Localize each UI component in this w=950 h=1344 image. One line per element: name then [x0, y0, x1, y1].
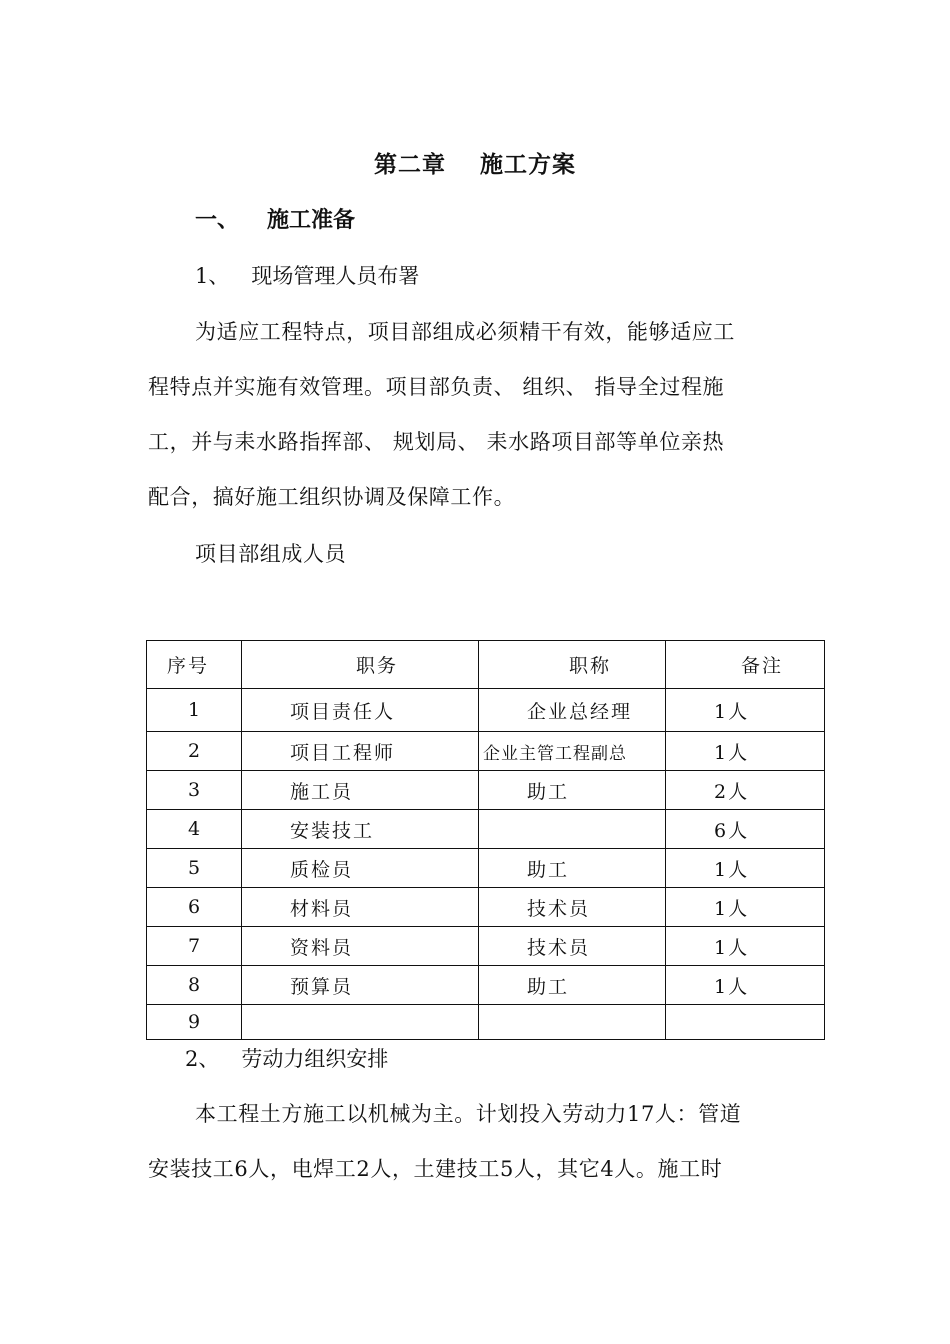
- subsection-title: 现场管理人员布署: [251, 264, 420, 288]
- header-note: 备注: [666, 641, 825, 689]
- table-row: [147, 771, 825, 810]
- paragraph-line: 程特点并实施有效管理。项目部负责、 组织、 指导全过程施: [148, 375, 725, 399]
- cell-title: [479, 810, 666, 849]
- table-row: [147, 1005, 825, 1040]
- paragraph-line: [195, 1098, 741, 1128]
- paragraph-line: 工，并与耒水路指挥部、 规划局、 耒水路项目部等单位亲热: [148, 430, 725, 454]
- number-run: 6: [234, 1157, 249, 1181]
- paragraph-line: 配合，搞好施工组织协调及保障工作。: [148, 485, 516, 509]
- cell-seq: 1: [147, 689, 242, 732]
- subsection-heading-2: [185, 1043, 388, 1073]
- section-heading: [195, 203, 355, 234]
- cell-title: 助工: [479, 849, 666, 888]
- cell-note: [666, 1005, 825, 1040]
- table-caption: 项目部组成人员: [195, 542, 347, 566]
- table-row: [147, 689, 825, 732]
- cell-note: 1人: [666, 888, 825, 927]
- chapter-number: 第二章: [374, 152, 446, 178]
- cell-role: 质检员: [242, 849, 479, 888]
- number-run: 2: [356, 1157, 371, 1181]
- paragraph-line: 为适应工程特点，项目部组成必须精干有效，能够适应工: [195, 320, 735, 344]
- cell-title: 助工: [479, 966, 666, 1005]
- cell-role: 施工员: [242, 771, 479, 810]
- cell-role: 材料员: [242, 888, 479, 927]
- cell-role: [242, 1005, 479, 1040]
- cell-note: 6人: [666, 810, 825, 849]
- cell-note: 2人: [666, 771, 825, 810]
- cell-title: 企业总经理: [479, 689, 666, 732]
- table-header-row: [147, 641, 825, 689]
- text-run: 人：管道: [654, 1102, 742, 1126]
- chapter-title: [0, 146, 950, 179]
- cell-role: 安装技工: [242, 810, 479, 849]
- cell-seq: 5: [147, 849, 242, 888]
- text-run: 人。施工时: [614, 1157, 723, 1181]
- text-run: 人，电焊工: [248, 1157, 357, 1181]
- cell-seq: 7: [147, 927, 242, 966]
- number-run: 5: [499, 1157, 514, 1181]
- cell-note: 1人: [666, 732, 825, 771]
- subsection-number: 2、: [185, 1047, 220, 1071]
- subsection-number: 1、: [195, 264, 230, 288]
- cell-note: 1人: [666, 966, 825, 1005]
- cell-title: 助工: [479, 771, 666, 810]
- header-seq: 序号: [147, 641, 242, 689]
- staff-table: [146, 640, 825, 1040]
- cell-role: 预算员: [242, 966, 479, 1005]
- subsection-title: 劳动力组织安排: [241, 1047, 389, 1071]
- number-run: 4: [600, 1157, 615, 1181]
- cell-seq: 6: [147, 888, 242, 927]
- section-number: 一、: [195, 208, 240, 233]
- table-row: [147, 927, 825, 966]
- text-run: 人，土建技工: [370, 1157, 500, 1181]
- cell-role: 项目工程师: [242, 732, 479, 771]
- cell-title: 技术员: [479, 888, 666, 927]
- cell-seq: 2: [147, 732, 242, 771]
- cell-seq: 9: [147, 1005, 242, 1040]
- cell-title: [479, 1005, 666, 1040]
- header-role: 职务: [242, 641, 479, 689]
- cell-title: 企业主管工程副总: [479, 732, 666, 771]
- table-row: [147, 810, 825, 849]
- cell-seq: 8: [147, 966, 242, 1005]
- number-run: 17: [627, 1102, 655, 1126]
- paragraph-line: [148, 1153, 722, 1183]
- text-run: 人，其它: [513, 1157, 601, 1181]
- cell-role: 资料员: [242, 927, 479, 966]
- cell-note: 1人: [666, 689, 825, 732]
- cell-seq: 4: [147, 810, 242, 849]
- section-title: 施工准备: [267, 208, 356, 233]
- header-title: 职称: [479, 641, 666, 689]
- cell-note: 1人: [666, 927, 825, 966]
- table-row: [147, 849, 825, 888]
- cell-seq: 3: [147, 771, 242, 810]
- text-run: 安装技工: [148, 1157, 235, 1181]
- table-row: [147, 888, 825, 927]
- cell-title: 技术员: [479, 927, 666, 966]
- table-row: [147, 732, 825, 771]
- cell-note: 1人: [666, 849, 825, 888]
- cell-role: 项目责任人: [242, 689, 479, 732]
- table-row: [147, 966, 825, 1005]
- chapter-name: 施工方案: [480, 152, 576, 178]
- text-run: 本工程土方施工以机械为主。计划投入劳动力: [195, 1102, 627, 1126]
- subsection-heading-1: [195, 260, 419, 290]
